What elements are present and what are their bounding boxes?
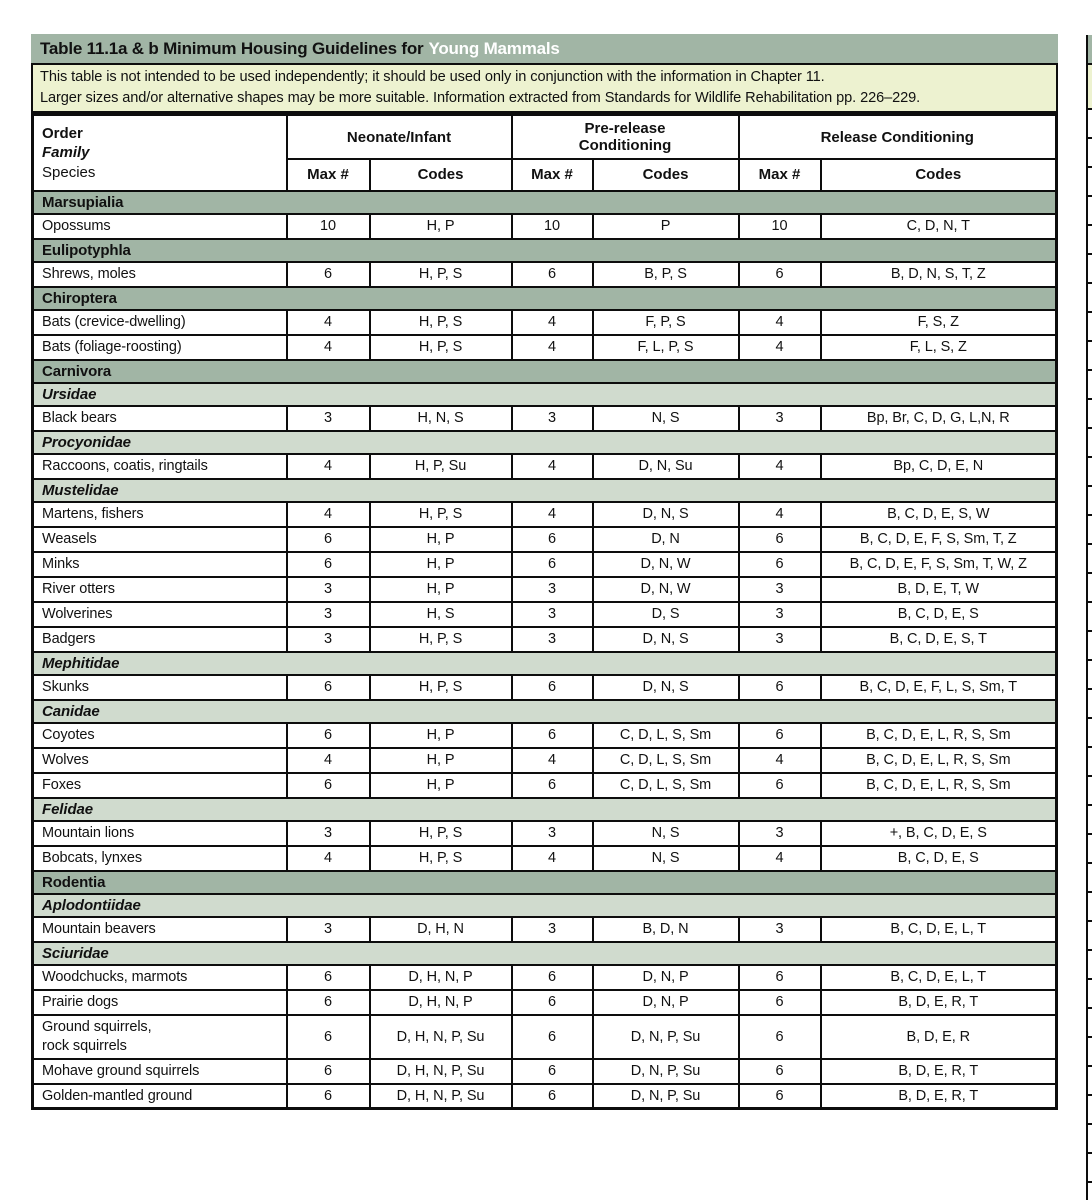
subheader-codes-release: Codes bbox=[821, 159, 1057, 191]
max-count-cell: 6 bbox=[287, 527, 370, 552]
subheader-codes-prerelease: Codes bbox=[593, 159, 739, 191]
codes-cell: F, P, S bbox=[593, 310, 739, 335]
header-group-row bbox=[33, 115, 1057, 159]
family-section-label: Mustelidae bbox=[33, 479, 1057, 502]
max-count-cell: 6 bbox=[512, 990, 593, 1015]
codes-cell: N, S bbox=[593, 846, 739, 871]
max-count-cell: 3 bbox=[287, 602, 370, 627]
max-count-cell: 4 bbox=[287, 748, 370, 773]
codes-cell: B, C, D, E, L, R, S, Sm bbox=[821, 748, 1057, 773]
species-row bbox=[33, 675, 1057, 700]
adjacent-title-sliver bbox=[1088, 35, 1092, 63]
codes-cell: H, P, S bbox=[370, 846, 512, 871]
family-row bbox=[33, 894, 1057, 917]
max-count-cell: 6 bbox=[287, 965, 370, 990]
max-count-cell: 3 bbox=[739, 406, 821, 431]
subheader-codes-neonate: Codes bbox=[370, 159, 512, 191]
max-count-cell: 6 bbox=[739, 262, 821, 287]
max-count-cell: 3 bbox=[287, 577, 370, 602]
max-count-cell: 6 bbox=[287, 773, 370, 798]
housing-guidelines-table bbox=[31, 34, 1058, 1110]
max-count-cell: 3 bbox=[512, 577, 593, 602]
codes-cell: B, D, E, R, T bbox=[821, 1084, 1057, 1109]
codes-cell: H, N, S bbox=[370, 406, 512, 431]
codes-cell: D, N bbox=[593, 527, 739, 552]
species-row bbox=[33, 990, 1057, 1015]
max-count-cell: 6 bbox=[287, 1059, 370, 1084]
species-row bbox=[33, 723, 1057, 748]
species-row bbox=[33, 773, 1057, 798]
max-count-cell: 3 bbox=[512, 917, 593, 942]
max-count-cell: 3 bbox=[739, 627, 821, 652]
header-species-label: Species bbox=[42, 163, 96, 181]
species-name-cell: Bobcats, lynxes bbox=[33, 846, 287, 871]
codes-cell: D, N, P, Su bbox=[593, 1059, 739, 1084]
max-count-cell: 3 bbox=[739, 821, 821, 846]
subheader-max-prerelease: Max # bbox=[512, 159, 593, 191]
max-count-cell: 3 bbox=[739, 602, 821, 627]
adjacent-page-edge bbox=[1086, 35, 1092, 1200]
max-count-cell: 6 bbox=[739, 1015, 821, 1059]
family-row bbox=[33, 700, 1057, 723]
max-count-cell: 6 bbox=[739, 1084, 821, 1109]
codes-cell: B, C, D, E, S, W bbox=[821, 502, 1057, 527]
species-name-cell: Opossums bbox=[33, 214, 287, 239]
codes-cell: D, N, P, Su bbox=[593, 1084, 739, 1109]
max-count-cell: 3 bbox=[512, 627, 593, 652]
max-count-cell: 6 bbox=[287, 552, 370, 577]
codes-cell: B, C, D, E, L, T bbox=[821, 917, 1057, 942]
species-row bbox=[33, 406, 1057, 431]
codes-cell: H, P bbox=[370, 723, 512, 748]
family-section-label: Mephitidae bbox=[33, 652, 1057, 675]
codes-cell: D, H, N bbox=[370, 917, 512, 942]
max-count-cell: 4 bbox=[739, 335, 821, 360]
species-name-cell: Prairie dogs bbox=[33, 990, 287, 1015]
species-name-cell: Wolverines bbox=[33, 602, 287, 627]
species-name-cell: Woodchucks, marmots bbox=[33, 965, 287, 990]
max-count-cell: 4 bbox=[512, 846, 593, 871]
codes-cell: B, C, D, E, F, S, Sm, T, Z bbox=[821, 527, 1057, 552]
species-row bbox=[33, 1084, 1057, 1109]
max-count-cell: 6 bbox=[512, 965, 593, 990]
max-count-cell: 3 bbox=[512, 602, 593, 627]
subheader-max-neonate: Max # bbox=[287, 159, 370, 191]
species-name-cell: Minks bbox=[33, 552, 287, 577]
order-section-label: Rodentia bbox=[33, 871, 1057, 894]
max-count-cell: 4 bbox=[739, 310, 821, 335]
codes-cell: D, H, N, P, Su bbox=[370, 1015, 512, 1059]
codes-cell: D, H, N, P, Su bbox=[370, 1084, 512, 1109]
order-section-label: Chiroptera bbox=[33, 287, 1057, 310]
species-row bbox=[33, 965, 1057, 990]
codes-cell: D, H, N, P, Su bbox=[370, 1059, 512, 1084]
codes-cell: H, P bbox=[370, 214, 512, 239]
family-section-label: Procyonidae bbox=[33, 431, 1057, 454]
table-title-bar bbox=[31, 34, 1058, 63]
species-row bbox=[33, 454, 1057, 479]
codes-cell: D, N, S bbox=[593, 627, 739, 652]
max-count-cell: 6 bbox=[739, 990, 821, 1015]
species-column-header bbox=[33, 115, 287, 191]
group-header-prerelease-line1: Pre-release bbox=[584, 119, 666, 137]
codes-cell: D, N, W bbox=[593, 552, 739, 577]
codes-cell: Bp, C, D, E, N bbox=[821, 454, 1057, 479]
subheader-max-release: Max # bbox=[739, 159, 821, 191]
codes-cell: H, P bbox=[370, 552, 512, 577]
codes-cell: B, D, N, S, T, Z bbox=[821, 262, 1057, 287]
species-name-cell: Shrews, moles bbox=[33, 262, 287, 287]
order-row bbox=[33, 239, 1057, 262]
codes-cell: D, N, P, Su bbox=[593, 1015, 739, 1059]
species-name-cell: Coyotes bbox=[33, 723, 287, 748]
species-row bbox=[33, 214, 1057, 239]
max-count-cell: 10 bbox=[739, 214, 821, 239]
codes-cell: F, L, S, Z bbox=[821, 335, 1057, 360]
group-header-prerelease bbox=[512, 115, 739, 159]
max-count-cell: 6 bbox=[512, 552, 593, 577]
codes-cell: B, D, E, T, W bbox=[821, 577, 1057, 602]
adjacent-note-sliver bbox=[1088, 63, 1092, 110]
species-row bbox=[33, 917, 1057, 942]
max-count-cell: 3 bbox=[512, 406, 593, 431]
codes-cell: B, C, D, E, L, T bbox=[821, 965, 1057, 990]
max-count-cell: 6 bbox=[512, 1084, 593, 1109]
order-section-label: Eulipotyphla bbox=[33, 239, 1057, 262]
species-row bbox=[33, 627, 1057, 652]
codes-cell: D, N, P bbox=[593, 965, 739, 990]
max-count-cell: 6 bbox=[512, 1015, 593, 1059]
max-count-cell: 4 bbox=[287, 454, 370, 479]
family-section-label: Aplodontiidae bbox=[33, 894, 1057, 917]
codes-cell: H, P, S bbox=[370, 262, 512, 287]
max-count-cell: 6 bbox=[512, 262, 593, 287]
codes-cell: B, C, D, E, S bbox=[821, 602, 1057, 627]
codes-cell: B, C, D, E, S bbox=[821, 846, 1057, 871]
species-row bbox=[33, 602, 1057, 627]
max-count-cell: 6 bbox=[287, 723, 370, 748]
max-count-cell: 6 bbox=[512, 723, 593, 748]
species-row bbox=[33, 262, 1057, 287]
codes-cell: B, C, D, E, L, R, S, Sm bbox=[821, 773, 1057, 798]
family-section-label: Felidae bbox=[33, 798, 1057, 821]
codes-cell: H, P, S bbox=[370, 502, 512, 527]
codes-cell: D, N, P bbox=[593, 990, 739, 1015]
codes-cell: P bbox=[593, 214, 739, 239]
species-row bbox=[33, 310, 1057, 335]
codes-cell: H, P, S bbox=[370, 821, 512, 846]
max-count-cell: 3 bbox=[739, 577, 821, 602]
codes-cell: H, P bbox=[370, 773, 512, 798]
header-order-label: Order bbox=[42, 124, 83, 142]
codes-cell: D, H, N, P bbox=[370, 965, 512, 990]
max-count-cell: 4 bbox=[512, 310, 593, 335]
header-family-label: Family bbox=[42, 144, 90, 162]
codes-cell: B, D, N bbox=[593, 917, 739, 942]
order-row bbox=[33, 287, 1057, 310]
max-count-cell: 6 bbox=[739, 552, 821, 577]
codes-cell: C, D, L, S, Sm bbox=[593, 773, 739, 798]
species-name-cell: Mountain beavers bbox=[33, 917, 287, 942]
codes-cell: B, C, D, E, L, R, S, Sm bbox=[821, 723, 1057, 748]
max-count-cell: 4 bbox=[287, 502, 370, 527]
order-section-label: Marsupialia bbox=[33, 191, 1057, 214]
max-count-cell: 4 bbox=[739, 454, 821, 479]
species-name-cell: Golden-mantled ground bbox=[33, 1084, 287, 1109]
max-count-cell: 6 bbox=[739, 675, 821, 700]
species-name-cell: Martens, fishers bbox=[33, 502, 287, 527]
family-row bbox=[33, 431, 1057, 454]
codes-cell: B, D, E, R bbox=[821, 1015, 1057, 1059]
table-body bbox=[33, 191, 1057, 1109]
max-count-cell: 4 bbox=[512, 454, 593, 479]
species-row bbox=[33, 821, 1057, 846]
species-name-cell: Raccoons, coatis, ringtails bbox=[33, 454, 287, 479]
group-header-prerelease-line2: Conditioning bbox=[578, 137, 672, 155]
group-header-neonate: Neonate/Infant bbox=[287, 115, 512, 159]
max-count-cell: 6 bbox=[287, 675, 370, 700]
table-title-highlight: Young Mammals bbox=[428, 38, 560, 58]
species-row bbox=[33, 552, 1057, 577]
codes-cell: D, N, Su bbox=[593, 454, 739, 479]
family-row bbox=[33, 942, 1057, 965]
codes-cell: D, N, W bbox=[593, 577, 739, 602]
codes-cell: B, C, D, E, F, L, S, Sm, T bbox=[821, 675, 1057, 700]
max-count-cell: 3 bbox=[739, 917, 821, 942]
species-name-cell: Badgers bbox=[33, 627, 287, 652]
max-count-cell: 10 bbox=[287, 214, 370, 239]
max-count-cell: 6 bbox=[287, 990, 370, 1015]
max-count-cell: 4 bbox=[739, 502, 821, 527]
species-name-cell: Skunks bbox=[33, 675, 287, 700]
family-row bbox=[33, 479, 1057, 502]
codes-cell: H, P, S bbox=[370, 627, 512, 652]
codes-cell: H, P bbox=[370, 527, 512, 552]
note-line-2: Larger sizes and/or alternative shapes may be more suitable. Information extracted from Standards for Wildlife Rehabilitation pp. 226–229. bbox=[40, 89, 921, 106]
codes-cell: +, B, C, D, E, S bbox=[821, 821, 1057, 846]
max-count-cell: 6 bbox=[512, 675, 593, 700]
order-row bbox=[33, 191, 1057, 214]
codes-cell: C, D, N, T bbox=[821, 214, 1057, 239]
order-row bbox=[33, 360, 1057, 383]
codes-cell: H, S bbox=[370, 602, 512, 627]
codes-cell: H, P, Su bbox=[370, 454, 512, 479]
max-count-cell: 4 bbox=[287, 846, 370, 871]
codes-cell: H, P, S bbox=[370, 675, 512, 700]
max-count-cell: 6 bbox=[739, 965, 821, 990]
max-count-cell: 3 bbox=[287, 917, 370, 942]
max-count-cell: 4 bbox=[512, 502, 593, 527]
codes-cell: D, S bbox=[593, 602, 739, 627]
codes-cell: D, N, S bbox=[593, 675, 739, 700]
codes-cell: F, L, P, S bbox=[593, 335, 739, 360]
codes-cell: C, D, L, S, Sm bbox=[593, 723, 739, 748]
family-section-label: Ursidae bbox=[33, 383, 1057, 406]
max-count-cell: 6 bbox=[512, 773, 593, 798]
max-count-cell: 4 bbox=[287, 310, 370, 335]
codes-cell: B, D, E, R, T bbox=[821, 1059, 1057, 1084]
species-name-cell: Mohave ground squirrels bbox=[33, 1059, 287, 1084]
species-name-cell: Foxes bbox=[33, 773, 287, 798]
max-count-cell: 6 bbox=[739, 773, 821, 798]
max-count-cell: 4 bbox=[512, 335, 593, 360]
family-row bbox=[33, 652, 1057, 675]
max-count-cell: 3 bbox=[287, 406, 370, 431]
species-name-cell: Mountain lions bbox=[33, 821, 287, 846]
max-count-cell: 10 bbox=[512, 214, 593, 239]
max-count-cell: 6 bbox=[739, 723, 821, 748]
species-row bbox=[33, 335, 1057, 360]
table-note bbox=[31, 63, 1058, 113]
max-count-cell: 6 bbox=[739, 1059, 821, 1084]
max-count-cell: 6 bbox=[287, 1084, 370, 1109]
family-row bbox=[33, 383, 1057, 406]
species-row bbox=[33, 1015, 1057, 1059]
species-row bbox=[33, 577, 1057, 602]
family-section-label: Canidae bbox=[33, 700, 1057, 723]
species-name-cell: River otters bbox=[33, 577, 287, 602]
max-count-cell: 3 bbox=[287, 821, 370, 846]
max-count-cell: 4 bbox=[739, 748, 821, 773]
codes-cell: D, H, N, P bbox=[370, 990, 512, 1015]
codes-cell: H, P, S bbox=[370, 310, 512, 335]
codes-cell: F, S, Z bbox=[821, 310, 1057, 335]
codes-cell: C, D, L, S, Sm bbox=[593, 748, 739, 773]
codes-cell: D, N, S bbox=[593, 502, 739, 527]
codes-cell: H, P bbox=[370, 577, 512, 602]
max-count-cell: 6 bbox=[287, 1015, 370, 1059]
max-count-cell: 4 bbox=[287, 335, 370, 360]
codes-cell: B, P, S bbox=[593, 262, 739, 287]
species-row bbox=[33, 1059, 1057, 1084]
codes-cell: N, S bbox=[593, 406, 739, 431]
species-row bbox=[33, 527, 1057, 552]
species-row bbox=[33, 748, 1057, 773]
species-name-cell: Weasels bbox=[33, 527, 287, 552]
max-count-cell: 6 bbox=[512, 1059, 593, 1084]
max-count-cell: 3 bbox=[287, 627, 370, 652]
order-row bbox=[33, 871, 1057, 894]
max-count-cell: 6 bbox=[287, 262, 370, 287]
table-title-text: Table 11.1a & b Minimum Housing Guidelines for bbox=[40, 38, 424, 58]
guidelines-table bbox=[31, 113, 1058, 1110]
codes-cell: B, C, D, E, F, S, Sm, T, W, Z bbox=[821, 552, 1057, 577]
codes-cell: N, S bbox=[593, 821, 739, 846]
species-name-cell: Black bears bbox=[33, 406, 287, 431]
codes-cell: Bp, Br, C, D, G, L,N, R bbox=[821, 406, 1057, 431]
species-row bbox=[33, 502, 1057, 527]
family-section-label: Sciuridae bbox=[33, 942, 1057, 965]
codes-cell: B, C, D, E, S, T bbox=[821, 627, 1057, 652]
note-line-1: This table is not intended to be used independently; it should be used only in conjunction with the information in Chapter 11. bbox=[40, 69, 825, 85]
codes-cell: H, P, S bbox=[370, 335, 512, 360]
species-name-cell: Bats (foliage-roosting) bbox=[33, 335, 287, 360]
max-count-cell: 6 bbox=[739, 527, 821, 552]
max-count-cell: 6 bbox=[512, 527, 593, 552]
codes-cell: H, P bbox=[370, 748, 512, 773]
species-name-cell: Wolves bbox=[33, 748, 287, 773]
group-header-release: Release Conditioning bbox=[739, 115, 1057, 159]
family-row bbox=[33, 798, 1057, 821]
codes-cell: B, D, E, R, T bbox=[821, 990, 1057, 1015]
order-section-label: Carnivora bbox=[33, 360, 1057, 383]
max-count-cell: 4 bbox=[512, 748, 593, 773]
species-name-cell: Ground squirrels, rock squirrels bbox=[33, 1015, 287, 1059]
species-name-cell: Bats (crevice-dwelling) bbox=[33, 310, 287, 335]
species-row bbox=[33, 846, 1057, 871]
max-count-cell: 4 bbox=[739, 846, 821, 871]
adjacent-rows-sliver bbox=[1088, 110, 1092, 1198]
max-count-cell: 3 bbox=[512, 821, 593, 846]
